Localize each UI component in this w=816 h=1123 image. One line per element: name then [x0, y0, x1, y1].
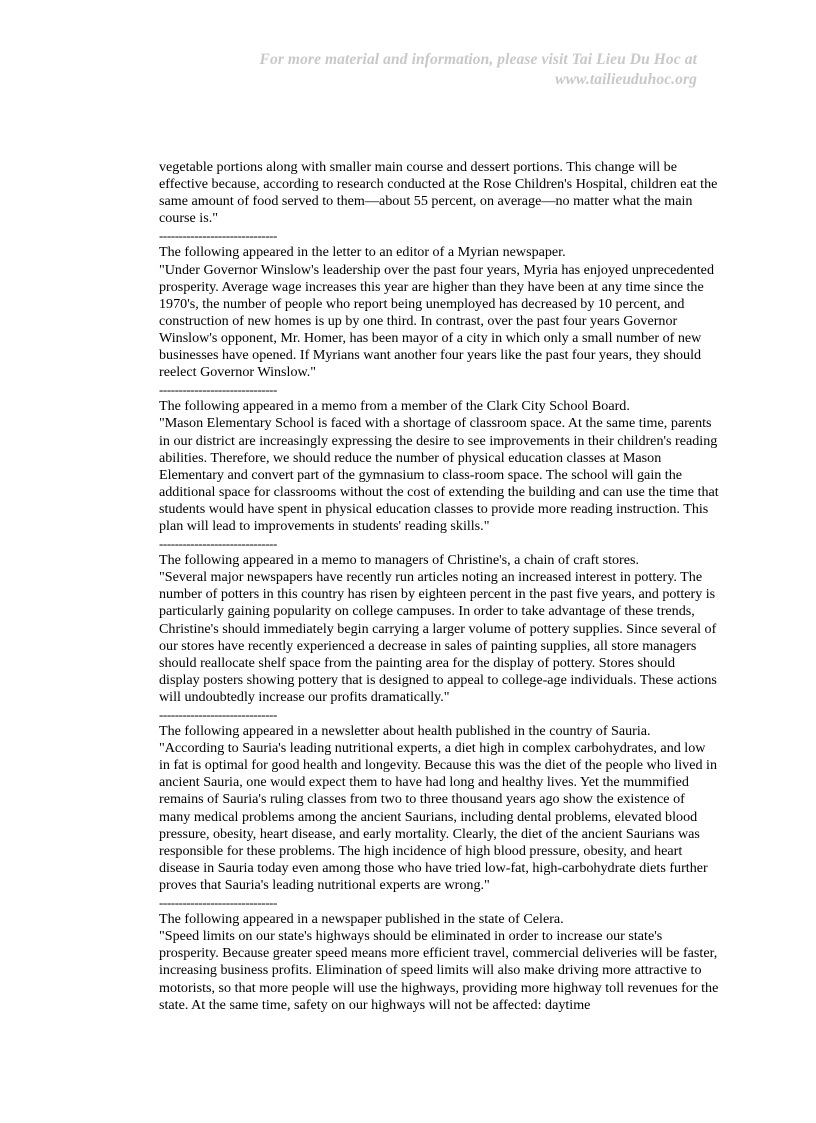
separator-line: ------------------------------: [159, 895, 277, 911]
paragraph-continued: vegetable portions along with smaller main course and dessert portions. This change will be effective because, according to research conducted at the Rose Children's Hospital, children eat the same amount of food served to them—about 55 percent, on average—no matter what the main course is.": [159, 159, 718, 227]
separator-line: ------------------------------: [159, 228, 277, 244]
watermark-header: [260, 50, 697, 90]
prompt-intro: The following appeared in a newsletter about health published in the country of Sauria.: [159, 723, 651, 740]
document-body: [159, 159, 719, 1014]
prompt-text: "Under Governor Winslow's leadership over the past four years, Myria has enjoyed unprecedented prosperity. Average wage increases this year are higher than they have been at any time since the 1970's, the number of people who report being unemployed has decreased by 10 percent, and construction of new homes is up by one third. In contrast, over the past four years Governor Winslow's opponent, Mr. Homer, has been mayor of a city in which only a small number of new businesses have opened. If Myrians want another four years like the past four years, they should reelect Governor Winslow.": [159, 261, 714, 381]
watermark-line-1: For more material and information, please visit Tai Lieu Du Hoc at: [259, 51, 697, 68]
prompt-text: "Mason Elementary School is faced with a shortage of classroom space. At the same time, parents in our district are increasingly expressing the desire to see improvements in their children's reading abilities. Therefore, we should reduce the number of physical education classes at Mason Elementary and convert part of the gymnasium to class-room space. The school will gain the additional space for classrooms without the cost of extending the building and can use the time that students would have spent in physical education classes to provide more reading instruction. This plan will lead to improvements in students' reading skills.": [159, 415, 719, 534]
prompt-text: "According to Sauria's leading nutritional experts, a diet high in complex carbohydrates, and low in fat is optimal for good health and longevity. Because this was the diet of the people who lived in ancient Sauria, one would expect them to have had long and healthy lives. Yet the mummified remains of Sauria's ruling classes from two to three thousand years ago show the existence of many medical problems among the ancient Saurians, including dental problems, elevated blood pressure, obesity, heart disease, and early mortality. Clearly, the diet of the ancient Saurians was responsible for these problems. The high incidence of high blood pressure, obesity, and heart disease in Sauria today even among those who have tried low-fat, high-carbohydrate diets further proves that Sauria's leading nutritional experts are wrong.": [159, 740, 718, 893]
separator-line: ------------------------------: [159, 382, 277, 398]
separator-line: ------------------------------: [159, 707, 277, 722]
watermark-line-2: www.tailieuduhoc.org: [555, 71, 697, 88]
prompt-intro: The following appeared in a memo from a member of the Clark City School Board.: [159, 398, 630, 415]
prompt-intro: The following appeared in a newspaper published in the state of Celera.: [159, 911, 564, 928]
prompt-intro: The following appeared in a memo to managers of Christine's, a chain of craft stores.: [159, 552, 640, 569]
separator-line: ------------------------------: [159, 536, 277, 552]
prompt-text: "Several major newspapers have recently run articles noting an increased interest in pottery. The number of potters in this country has risen by eighteen percent in the past five years, and pottery is particularly gaining popularity on college campuses. In order to take advantage of these trends, Christine's should immediately begin carrying a larger volume of pottery supplies. Since several of our stores have recently experienced a decrease in sales of painting supplies, all store managers should reallocate shelf space from the painting area for the display of pottery. Stores should display posters showing pottery that is designed to appeal to college-age individuals. These actions will undoubtedly increase our profits dramatically.": [159, 569, 717, 705]
prompt-intro: The following appeared in the letter to an editor of a Myrian newspaper.: [159, 244, 566, 261]
prompt-text: "Speed limits on our state's highways should be eliminated in order to increase our state's prosperity. Because greater speed means more efficient travel, commercial deliveries will be faster, increasing business profits. Elimination of speed limits will also make driving more attractive to motorists, so that more people will use the highways, providing more highway toll revenues for the state. At the same time, safety on our highways will not be affected: daytime: [159, 928, 719, 1013]
